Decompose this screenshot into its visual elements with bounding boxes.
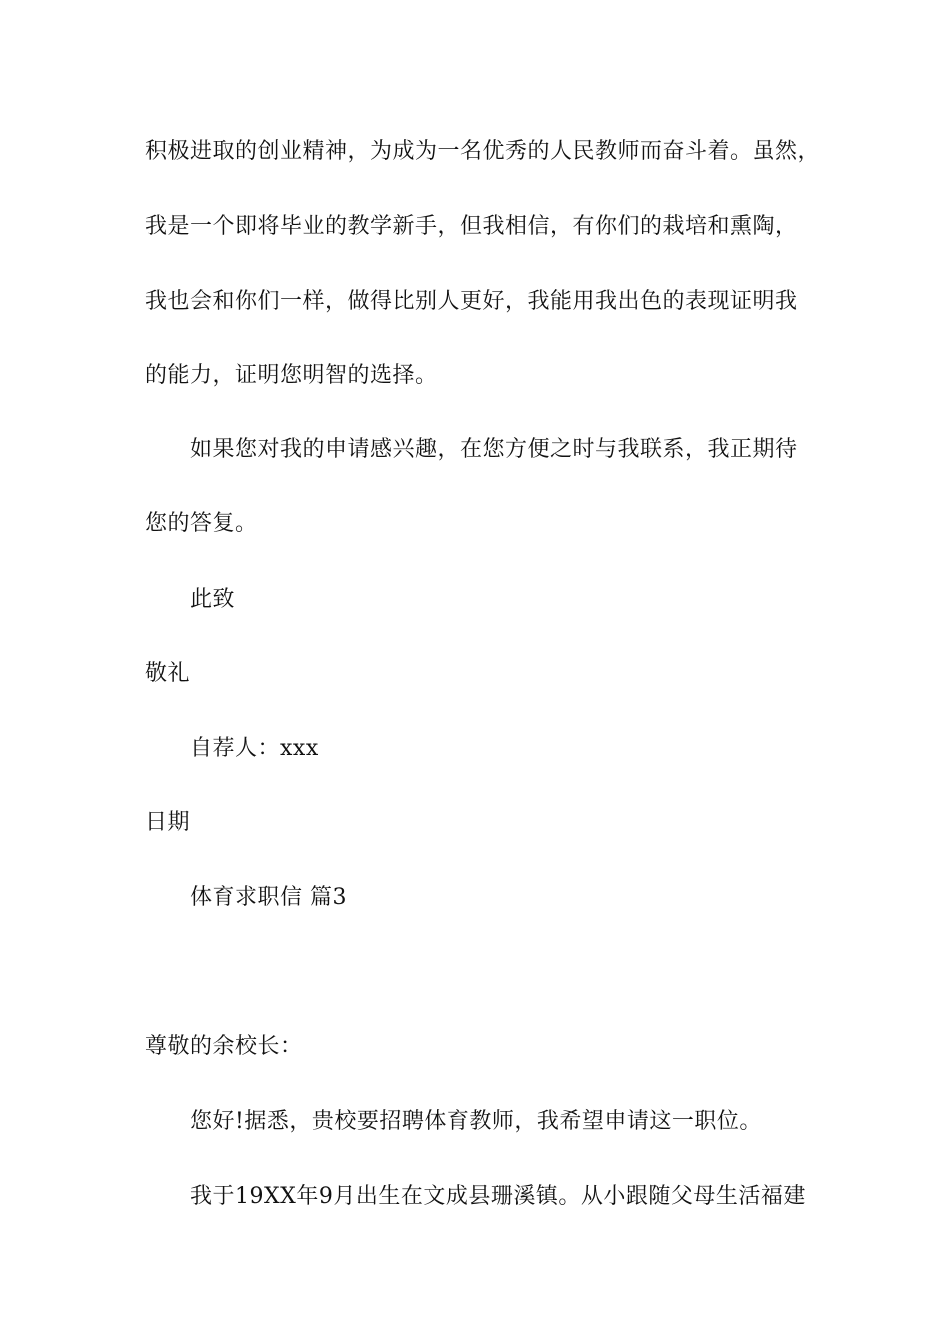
closing-regards: 敬礼	[145, 661, 191, 686]
paragraph-line: 我是一个即将毕业的教学新手，但我相信，有你们的栽培和熏陶，	[145, 214, 798, 239]
paragraph-line: 积极进取的创业精神，为成为一名优秀的人民教师而奋斗着。虽然，	[145, 139, 821, 164]
paragraph-line: 我于19XX年9月出生在文成县珊溪镇。从小跟随父母生活福建	[190, 1184, 806, 1209]
closing-salutation: 此致	[190, 587, 236, 612]
paragraph-line: 您好!据悉，贵校要招聘体育教师，我希望申请这一职位。	[190, 1109, 762, 1134]
paragraph-line: 的能力，证明您明智的选择。	[145, 363, 438, 388]
greeting-line: 尊敬的余校长：	[145, 1034, 303, 1059]
signature-line: 自荐人：xxx	[190, 736, 319, 761]
date-line: 日期	[145, 810, 191, 835]
paragraph-line: 如果您对我的申请感兴趣，在您方便之时与我联系，我正期待	[190, 437, 798, 462]
paragraph-line: 您的答复。	[145, 511, 258, 536]
paragraph-line: 我也会和你们一样，做得比别人更好，我能用我出色的表现证明我	[145, 289, 798, 314]
section-heading: 体育求职信 篇3	[190, 885, 347, 910]
